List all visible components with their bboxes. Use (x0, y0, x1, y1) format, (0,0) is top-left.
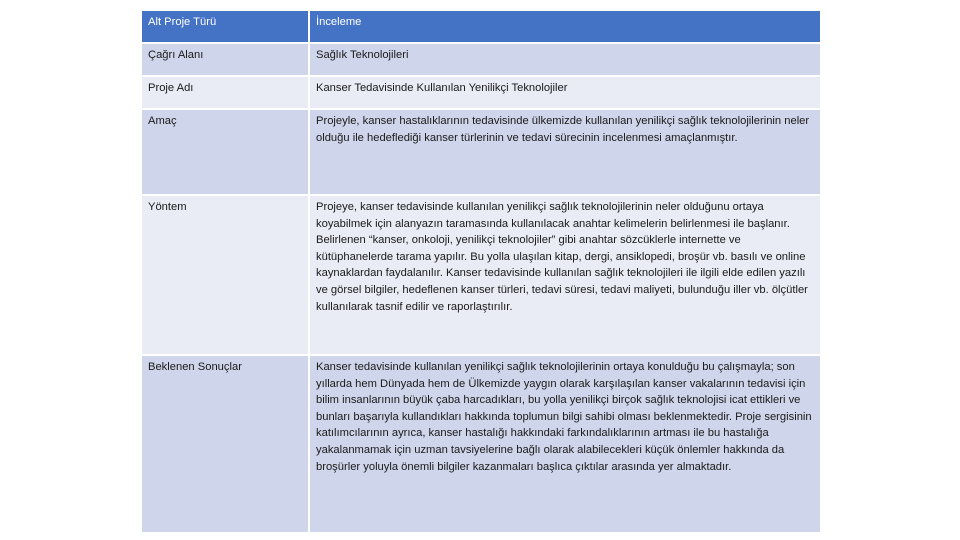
project-info-table (140, 9, 822, 534)
row-label-call-area: Çağrı Alanı (141, 43, 309, 76)
row-label-purpose: Amaç (141, 109, 309, 195)
table-row (141, 355, 821, 533)
row-value-project-name: Kanser Tedavisinde Kullanılan Yenilikçi Teknolojiler (309, 76, 821, 109)
table-row (141, 43, 821, 76)
row-value-expected-results: Kanser tedavisinde kullanılan yenilikçi sağlık teknolojilerinin ortaya konulduğu bu çalışmayla; son yıllarda hem Dünyada hem de Ülkemizde yaygın olarak karşılaşılan kanser vakalarının tedavisi için bilim insanlarının büyük çaba harcadıkları, bu yolla yenilikçi birçok sağlık teknolojisi icat ettikleri ve bunları başarıyla kullandıkları hakkında toplumun bilgi sahibi olması beklenmektedir. Proje sergisinin katılımcılarının ayrıca, kanser hastalığı hakkındaki farkındalıklarının artması ile bu hastalığa yakalanmamak için uzman tavsiyelerine bağlı olarak alabilecekleri küçük önlemler hakkında da broşürler yoluyla önemli bilgiler kazanmaları başlıca çıktılar arasında yer almaktadır. (309, 355, 821, 533)
row-value-call-area: Sağlık Teknolojileri (309, 43, 821, 76)
table-row (141, 195, 821, 355)
row-value-method: Projeye, kanser tedavisinde kullanılan yenilikçi sağlık teknolojilerinin neler olduğunu ortaya koyabilmek için alanyazın taramasında kullanılacak anahtar kelimelerin belirlenmesi ile başlanır. Belirlenen “kanser, onkoloji, yenilikçi teknolojiler” gibi anahtar sözcüklerle internette ve kütüphanelerde tarama yapılır. Bu yolla ulaşılan kitap, dergi, ansiklopedi, broşür vb. basılı ve online kaynaklardan faydalanılır. Kanser tedavisinde kullanılan sağlık teknolojileri ile ilgili elde edilen yazılı ve görsel bilgiler, hedeflenen kanser türleri, tedavi süresi, tedavi maliyeti, bulunduğu iller vb. ölçütler kullanılarak tasnif edilir ve raporlaştırılır. (309, 195, 821, 355)
table-row (141, 109, 821, 195)
row-label-project-name: Proje Adı (141, 76, 309, 109)
header-cell-sub-project-type: Alt Proje Türü (141, 10, 309, 43)
row-label-method: Yöntem (141, 195, 309, 355)
header-cell-review: İnceleme (309, 10, 821, 43)
table-header-row (141, 10, 821, 43)
table-row (141, 76, 821, 109)
row-label-expected-results: Beklenen Sonuçlar (141, 355, 309, 533)
row-value-purpose: Projeyle, kanser hastalıklarının tedavisinde ülkemizde kullanılan yenilikçi sağlık teknolojilerinin neler olduğu ile hedeflediği kanser türlerinin ve tedavi sürecinin incelenmesi amaçlanmıştır. (309, 109, 821, 195)
